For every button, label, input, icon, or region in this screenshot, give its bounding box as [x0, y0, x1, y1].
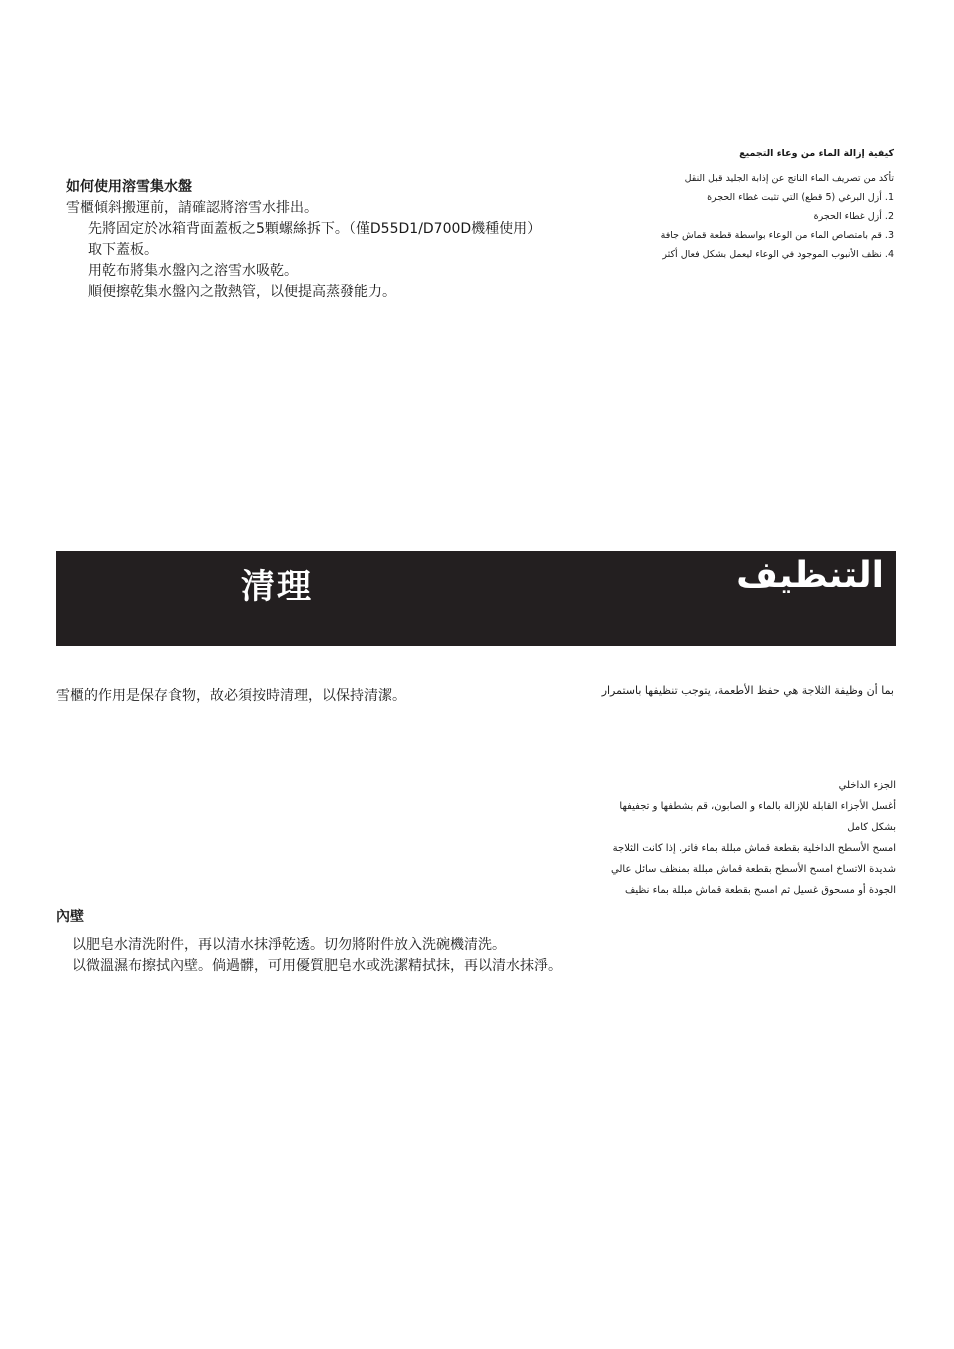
arabic-interior-line-3: امسح الأسطح الداخلية بقطعة قماش مبللة بماء فاتر. إذا كانت الثلاجة — [612, 843, 896, 854]
arabic-drain-step-1: 1. أزل البرغي (5 قطع) التي تثبت غطاء الحجرة — [707, 192, 894, 203]
arabic-drain-step-2: 2. أزل غطاء الحجرة — [813, 211, 894, 222]
chinese-interior-line-2: 以微溫濕布擦拭內壁。倘過髒，可用優質肥皂水或洗潔精拭抹，再以清水抹淨。 — [72, 958, 562, 974]
arabic-drain-intro: تأكد من تصريف الماء الناتج عن إذابة الجليد قبل النقل — [684, 173, 894, 184]
arabic-interior-line-2: بشكل كامل — [847, 822, 896, 833]
banner-title-chinese: 清理 — [241, 567, 313, 607]
arabic-drain-title: كيفية إزالة الماء من وعاء التجميع — [739, 148, 894, 159]
chinese-interior-line-1: 以肥皂水清洗附件，再以清水抹淨乾透。切勿將附件放入洗碗機清洗。 — [72, 937, 506, 953]
banner-title-arabic: التنظيف — [736, 555, 884, 596]
arabic-interior-line-1: أغسل الأجزاء القابلة للإزالة بالماء و الصابون، قم بشطفها و تجفيفها — [619, 801, 896, 812]
cleaning-section-banner — [56, 551, 896, 646]
arabic-cleaning-intro: بما أن وظيفة الثلاجة هي حفظ الأطعمة، يتوجب تنظيفها باستمرار — [601, 684, 894, 697]
chinese-drain-title: 如何使用溶雪集水盤 — [66, 179, 192, 195]
chinese-interior-title: 內壁 — [56, 909, 84, 925]
chinese-drain-section — [66, 177, 626, 303]
arabic-interior-line-5: الجودة أو مسحوق غسيل ثم امسح بقطعة قماش مبللة بماء نظيف — [625, 885, 896, 896]
arabic-interior-line-4: شديدة الاتساخ امسح الأسطح بقطعة قماش مبللة بمنظف سائل عالي — [611, 864, 896, 875]
chinese-cleaning-intro: 雪櫃的作用是保存食物，故必須按時清理，以保持清潔。 — [56, 688, 406, 704]
chinese-drain-step-2: 取下蓋板。 — [88, 242, 158, 258]
chinese-drain-step-4: 順便擦乾集水盤內之散熱管，以便提高蒸發能力。 — [88, 284, 396, 300]
chinese-drain-step-1: 先將固定於冰箱背面蓋板之5顆螺絲拆下。（僅D55D1/D700D機種使用） — [88, 221, 542, 237]
chinese-interior-section — [56, 907, 756, 977]
arabic-interior-section — [516, 775, 896, 901]
arabic-interior-title: الجزء الداخلي — [838, 780, 896, 791]
arabic-drain-step-4: 4. نظف الأنبوب الموجود في الوعاء ليعمل بشكل فعال أكثر — [662, 249, 894, 260]
arabic-drain-step-3: 3. قم بامتصاص الماء من الوعاء بواسطة قطعة قماش جافة — [660, 230, 894, 241]
chinese-drain-step-3: 用乾布將集水盤內之溶雪水吸乾。 — [88, 263, 298, 279]
chinese-drain-intro: 雪櫃傾斜搬運前，請確認將溶雪水排出。 — [66, 200, 318, 216]
